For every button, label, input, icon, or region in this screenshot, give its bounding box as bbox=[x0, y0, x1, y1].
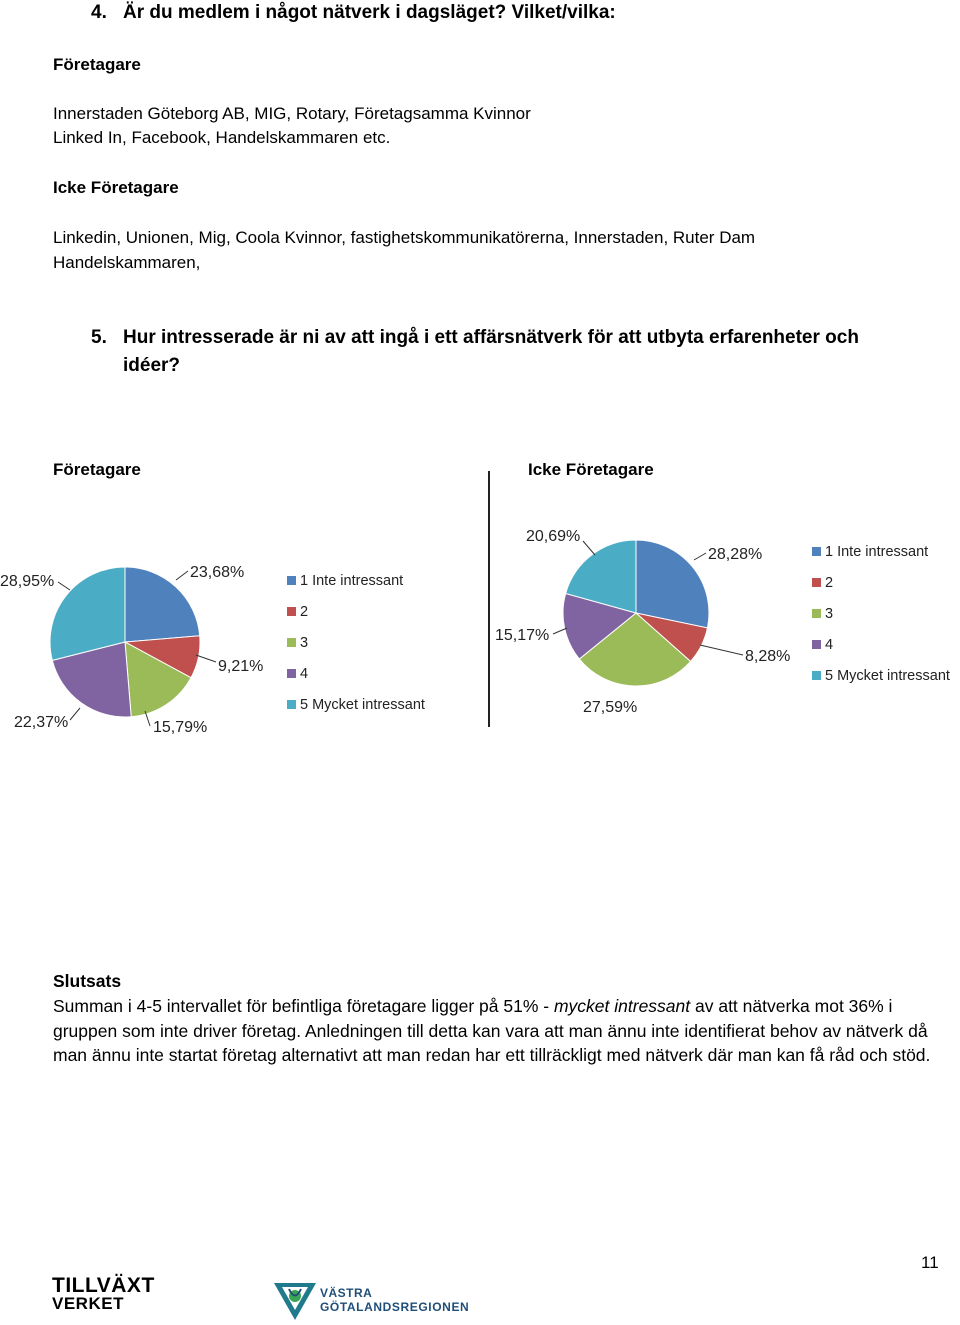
logo-text: VÄSTRA bbox=[320, 1286, 373, 1300]
page-number: 11 bbox=[921, 1253, 939, 1272]
conclusion-heading: Slutsats bbox=[53, 971, 122, 991]
legend-entry: 2 bbox=[300, 604, 309, 620]
conclusion-text-part1: Summan i 4-5 intervallet för befintliga företagare ligger på 51% - bbox=[53, 996, 554, 1016]
legend-entry: 2 bbox=[825, 575, 834, 591]
data-label: 28,28% bbox=[708, 546, 763, 563]
legend-swatch bbox=[812, 578, 821, 587]
data-label: 15,79% bbox=[153, 719, 208, 736]
question-title: Hur intresserade är ni av att ingå i ett affärsnätverk för att utbyta erfarenheter och bbox=[123, 327, 859, 348]
vgr-emblem-icon bbox=[272, 1280, 318, 1322]
answer-line: Linkedin, Unionen, Mig, Coola Kvinnor, fastighetskommunikatörerna, Innerstaden, Ruter Dam bbox=[53, 228, 756, 247]
leader-line bbox=[196, 655, 216, 662]
answer-line: Handelskammaren, bbox=[53, 253, 201, 272]
logo-text: VERKET bbox=[52, 1294, 124, 1313]
tillvaxtverket-logo bbox=[52, 1276, 162, 1316]
pie-slice bbox=[125, 567, 200, 642]
legend-swatch bbox=[812, 609, 821, 618]
data-label: 9,21% bbox=[218, 658, 264, 675]
chart-title-foretagare: Företagare bbox=[53, 460, 141, 479]
data-label: 20,69% bbox=[526, 528, 581, 545]
group-label-foretagare: Företagare bbox=[53, 55, 141, 74]
legend-entry: 5 Mycket intressant bbox=[825, 668, 950, 684]
conclusion-text-italic: mycket intressant bbox=[553, 996, 691, 1016]
logo-text: GÖTALANDSREGIONEN bbox=[320, 1300, 470, 1314]
data-label: 22,37% bbox=[14, 714, 69, 731]
pie-chart-foretagare bbox=[0, 564, 425, 736]
conclusion-paragraph bbox=[53, 994, 953, 1068]
leader-line bbox=[176, 571, 188, 580]
legend-swatch bbox=[287, 576, 296, 585]
legend-swatch bbox=[812, 671, 821, 680]
leader-line bbox=[700, 645, 743, 655]
leader-line bbox=[583, 541, 595, 555]
legend-swatch bbox=[287, 607, 296, 616]
data-label: 28,95% bbox=[0, 573, 55, 590]
question-number: 4. bbox=[91, 2, 107, 23]
legend-entry: 3 bbox=[825, 606, 834, 622]
leader-line bbox=[694, 553, 706, 560]
data-label: 8,28% bbox=[745, 648, 791, 665]
question-title-continued: idéer? bbox=[123, 355, 181, 376]
legend-entry: 4 bbox=[300, 666, 309, 682]
leader-line bbox=[70, 708, 80, 720]
vastra-gotalandsregionen-logo bbox=[272, 1280, 482, 1322]
conclusion-text-part2: av att nätverka mot 36% i gruppen som inte driver företag. Anledningen till detta kan vara att man ännu inte identifierat behov av nätverk då man ännu inte startat företag alternativt att man redan har ett tillräckligt med nätverk där man kan få råd och stöd. bbox=[53, 996, 931, 1065]
legend-entry: 1 Inte intressant bbox=[825, 544, 929, 560]
pie-slice bbox=[636, 540, 709, 628]
group-label-icke-foretagare: Icke Företagare bbox=[53, 178, 179, 197]
logo-text: TILLVÄXT bbox=[52, 1274, 155, 1297]
answer-line: Linked In, Facebook, Handelskammaren etc. bbox=[53, 128, 391, 147]
legend-swatch bbox=[287, 669, 296, 678]
legend-swatch bbox=[287, 700, 296, 709]
chart-title-icke-foretagare: Icke Företagare bbox=[528, 460, 654, 479]
legend-entry: 4 bbox=[825, 637, 834, 653]
legend-swatch bbox=[287, 638, 296, 647]
pie-chart-icke-foretagare bbox=[495, 528, 950, 716]
answer-line: Innerstaden Göteborg AB, MIG, Rotary, Företagsamma Kvinnor bbox=[53, 104, 531, 123]
question-title: Är du medlem i något nätverk i dagsläget? Vilket/vilka: bbox=[123, 2, 616, 23]
legend-entry: 3 bbox=[300, 635, 309, 651]
data-label: 15,17% bbox=[495, 627, 550, 644]
legend-swatch bbox=[812, 547, 821, 556]
legend-entry: 5 Mycket intressant bbox=[300, 697, 425, 713]
leader-line bbox=[58, 582, 70, 590]
legend-entry: 1 Inte intressant bbox=[300, 573, 404, 589]
data-label: 27,59% bbox=[583, 699, 638, 716]
legend-swatch bbox=[812, 640, 821, 649]
data-label: 23,68% bbox=[190, 564, 245, 581]
question-number: 5. bbox=[91, 327, 107, 348]
